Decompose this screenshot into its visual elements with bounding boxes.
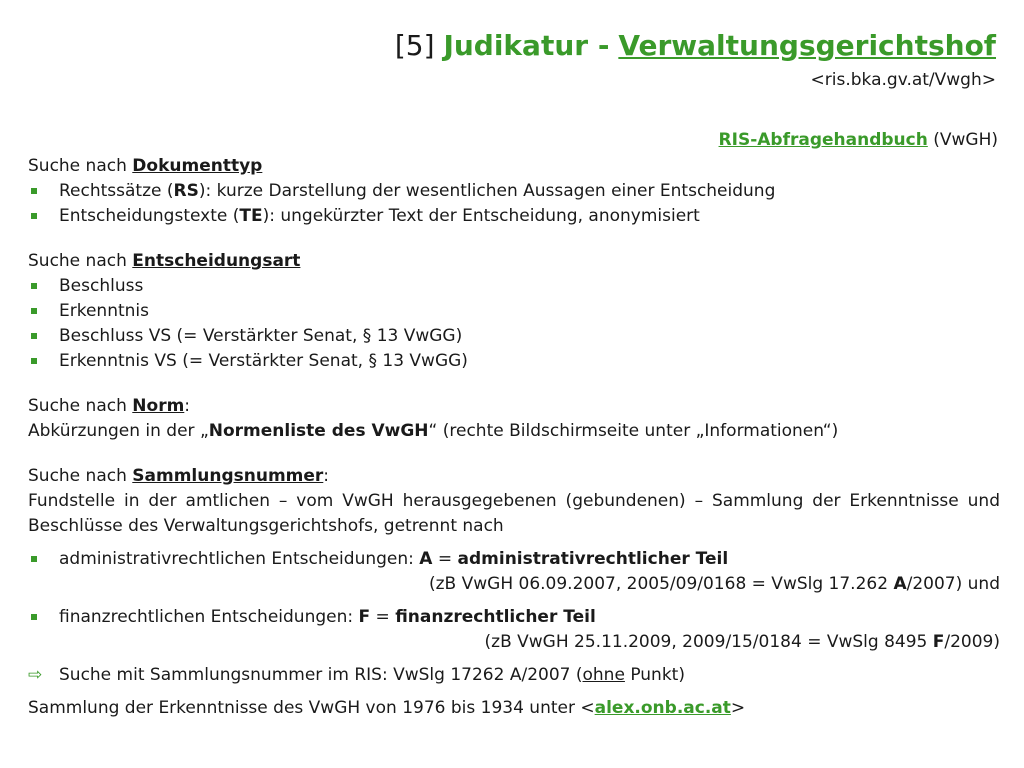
footer-text: Sammlung der Erkenntnisse des VwGH von 1976 bis 1934 unter < [28, 698, 595, 718]
spacer [28, 229, 1000, 249]
footer-line [28, 696, 1000, 721]
item-text: ): ungekürzter Text der Entscheidung, anonymisiert [262, 206, 700, 226]
example-abbr: F [932, 632, 945, 652]
item-text: Beschluss [59, 276, 144, 296]
heading-prefix: Suche nach [28, 251, 133, 271]
bullet-icon [31, 308, 37, 314]
hint-text: Punkt) [624, 665, 685, 685]
sammlung-list-2 [28, 605, 1000, 630]
list-item [28, 204, 1000, 229]
heading-prefix: Suche nach [28, 396, 133, 416]
example-text: (zB VwGH 25.11.2009, 2009/15/0184 = VwSlg 8495 [484, 632, 933, 652]
bullet-icon [31, 358, 37, 364]
hint-text: Suche mit Sammlungsnummer im RIS: VwSlg 17262 A/2007 ( [59, 665, 583, 685]
list-item [28, 349, 1000, 374]
example-abbr: A [893, 574, 907, 594]
norm-description [28, 419, 1000, 444]
norm-heading [28, 394, 1000, 419]
court-link[interactable]: Verwaltungsgerichtshof [618, 29, 996, 62]
list-item [28, 324, 1000, 349]
text: Abkürzungen in der „ [28, 421, 209, 441]
url-subtitle: <ris.bka.gv.at/Vwgh> [810, 70, 996, 90]
item-text: administrativrechtlichen Entscheidungen: [59, 549, 420, 569]
list-item [28, 179, 1000, 204]
dokumenttyp-heading [28, 154, 1000, 179]
spacer [28, 597, 1000, 605]
heading-colon: : [184, 396, 191, 416]
title-judikatur: Judikatur - [443, 29, 610, 62]
list-item [28, 299, 1000, 324]
handbook-suffix: (VwGH) [933, 130, 998, 150]
item-text: Rechtssätze ( [59, 181, 174, 201]
heading-term: Sammlungsnummer [132, 466, 324, 486]
spacer [28, 688, 1000, 696]
item-abbr: A [419, 549, 433, 569]
sammlung-description: Fundstelle in der amtlichen – vom VwGH herausgegebenen (gebundenen) – Sammlung der Erkenntnisse und Beschlüsse des Verwaltungsgerichtshofs, getrennt nach [28, 491, 1000, 536]
example-text: /2007) und [906, 574, 1000, 594]
entscheidungsart-list [28, 274, 1000, 374]
example-1 [28, 572, 1000, 597]
spacer [28, 655, 1000, 663]
bullet-icon [31, 213, 37, 219]
item-term: administrativrechtlicher Teil [457, 549, 729, 569]
item-abbr: TE [239, 206, 263, 226]
slide-number: [5] [394, 29, 435, 62]
heading-prefix: Suche nach [28, 466, 133, 486]
item-abbr: F [358, 607, 371, 627]
handbook-line [719, 130, 998, 150]
main-content [28, 154, 1000, 721]
handbook-link[interactable]: RIS-Abfragehandbuch [718, 130, 928, 150]
spacer [28, 539, 1000, 547]
item-text: Beschluss VS (= Verstärkter Senat, § 13 VwGG) [59, 326, 463, 346]
heading-term: Dokumenttyp [132, 156, 263, 176]
ris-search-hint [28, 663, 1000, 688]
list-item [28, 605, 1000, 630]
example-text: (zB VwGH 06.09.2007, 2005/09/0168 = VwSlg 17.262 [428, 574, 894, 594]
entscheidungsart-heading [28, 249, 1000, 274]
item-term: finanzrechtlicher Teil [395, 607, 596, 627]
list-item [28, 547, 1000, 572]
arrow-right-icon: ⇨ [28, 665, 43, 685]
bullet-icon [31, 188, 37, 194]
normenliste-term: Normenliste des VwGH [208, 421, 429, 441]
item-text: = [370, 607, 396, 627]
item-text: Erkenntnis [59, 301, 149, 321]
list-item [28, 274, 1000, 299]
item-text: Entscheidungstexte ( [59, 206, 240, 226]
hint-emphasis: ohne [582, 665, 625, 685]
dokumenttyp-list [28, 179, 1000, 229]
item-text: Erkenntnis VS (= Verstärkter Senat, § 13 VwGG) [59, 351, 468, 371]
heading-colon: : [323, 466, 330, 486]
text: “ (rechte Bildschirmseite unter „Informationen“) [428, 421, 839, 441]
example-text: /2009) [944, 632, 1000, 652]
example-2 [28, 630, 1000, 655]
heading-prefix: Suche nach [28, 156, 133, 176]
alex-link[interactable]: alex.onb.ac.at [594, 698, 731, 718]
spacer [28, 374, 1000, 394]
footer-text: > [730, 698, 746, 718]
item-abbr: RS [173, 181, 199, 201]
bullet-icon [31, 614, 37, 620]
sammlung-heading [28, 464, 1000, 489]
header [395, 28, 996, 90]
heading-term: Norm [132, 396, 185, 416]
bullet-icon [31, 283, 37, 289]
page-title [395, 28, 996, 64]
heading-term: Entscheidungsart [132, 251, 301, 271]
spacer [28, 444, 1000, 464]
item-text: finanzrechtlichen Entscheidungen: [59, 607, 359, 627]
bullet-icon [31, 556, 37, 562]
item-text: = [432, 549, 458, 569]
bullet-icon [31, 333, 37, 339]
sammlung-list-1 [28, 547, 1000, 572]
item-text: ): kurze Darstellung der wesentlichen Aussagen einer Entscheidung [198, 181, 776, 201]
